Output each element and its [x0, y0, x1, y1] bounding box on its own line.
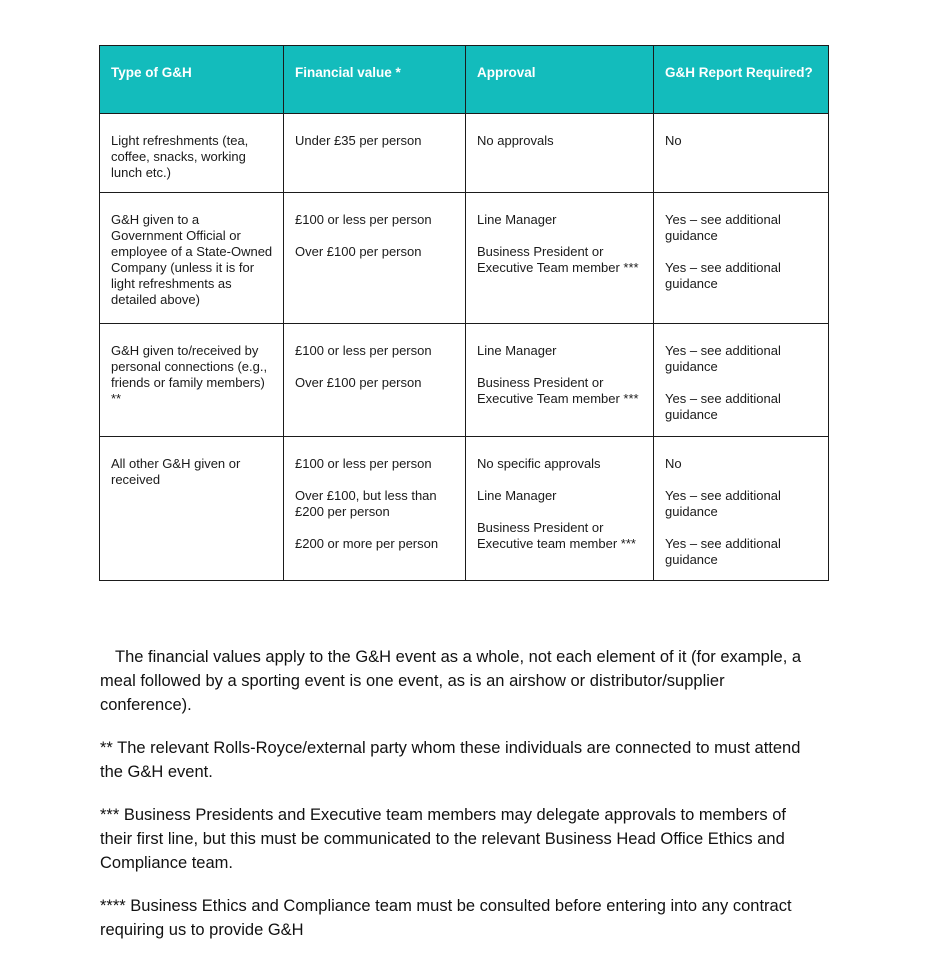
column-header-report-required: G&H Report Required?	[654, 46, 829, 114]
cell-text: Over £100, but less than £200 per person	[295, 488, 437, 519]
cell-text: Yes – see additional guidance	[665, 260, 781, 291]
cell-type	[100, 437, 284, 581]
cell-text: G&H given to a Government Official or employee of a State-Owned Company (unless it is for light refreshments as detailed above)	[111, 212, 273, 307]
footnote-quadruple-asterisk: **** Business Ethics and Compliance team must be consulted before entering into any contract requiring us to provide G&H	[100, 897, 792, 939]
cell-text: Over £100 per person	[295, 244, 422, 259]
cell-text: £100 or less per person	[295, 456, 432, 471]
cell-text: Business President or Executive Team member ***	[477, 244, 639, 275]
cell-text: Yes – see additional guidance	[665, 391, 781, 422]
cell-financial	[284, 437, 466, 581]
cell-approval	[466, 437, 654, 581]
cell-text: Light refreshments (tea, coffee, snacks, working lunch etc.)	[111, 133, 249, 180]
cell-report	[654, 324, 829, 437]
cell-type	[100, 193, 284, 324]
table-row-all-other-gh	[100, 437, 829, 581]
cell-report	[654, 193, 829, 324]
footnote-financial-values: The financial values apply to the G&H event as a whole, not each element of it (for example, a meal followed by a sporting event is one event, as is an airshow or distributor/supplier conference).	[100, 648, 802, 714]
cell-financial	[284, 193, 466, 324]
cell-approval	[466, 114, 654, 193]
cell-text: £200 or more per person	[295, 536, 439, 551]
gh-approval-table	[99, 45, 829, 581]
cell-type	[100, 324, 284, 437]
cell-text: Line Manager	[477, 488, 557, 503]
table-row-personal-connections	[100, 324, 829, 437]
cell-text: No	[665, 456, 682, 471]
cell-financial	[284, 324, 466, 437]
cell-report	[654, 114, 829, 193]
cell-text: Yes – see additional guidance	[665, 343, 781, 374]
cell-text: £100 or less per person	[295, 343, 432, 358]
cell-approval	[466, 193, 654, 324]
cell-approval	[466, 324, 654, 437]
column-header-type: Type of G&H	[100, 46, 284, 114]
cell-text: Business President or Executive Team member ***	[477, 375, 639, 406]
cell-text: No	[665, 133, 682, 148]
cell-text: Yes – see additional guidance	[665, 536, 781, 567]
column-header-financial-value: Financial value *	[284, 46, 466, 114]
cell-text: G&H given to/received by personal connections (e.g., friends or family members) **	[111, 343, 268, 406]
cell-text: Over £100 per person	[295, 375, 422, 390]
table-row-light-refreshments	[100, 114, 829, 193]
cell-report	[654, 437, 829, 581]
cell-text: Under £35 per person	[295, 133, 422, 148]
cell-text: No approvals	[477, 133, 554, 148]
cell-text: £100 or less per person	[295, 212, 432, 227]
column-header-approval: Approval	[466, 46, 654, 114]
cell-text: Yes – see additional guidance	[665, 212, 781, 243]
cell-text: No specific approvals	[477, 456, 601, 471]
cell-financial	[284, 114, 466, 193]
cell-text: All other G&H given or received	[111, 456, 241, 487]
cell-text: Yes – see additional guidance	[665, 488, 781, 519]
cell-type	[100, 114, 284, 193]
cell-text: Line Manager	[477, 212, 557, 227]
cell-text: Business President or Executive team member ***	[477, 520, 636, 551]
footnotes	[100, 645, 816, 961]
footnote-double-asterisk: ** The relevant Rolls-Royce/external party whom these individuals are connected to must attend the G&H event.	[100, 739, 801, 781]
cell-text: Line Manager	[477, 343, 557, 358]
table-header-row	[100, 46, 829, 114]
footnote-triple-asterisk: *** Business Presidents and Executive team members may delegate approvals to members of their first line, but this must be communicated to the relevant Business Head Office Ethics and Compliance team.	[100, 806, 786, 872]
table-row-government-official	[100, 193, 829, 324]
